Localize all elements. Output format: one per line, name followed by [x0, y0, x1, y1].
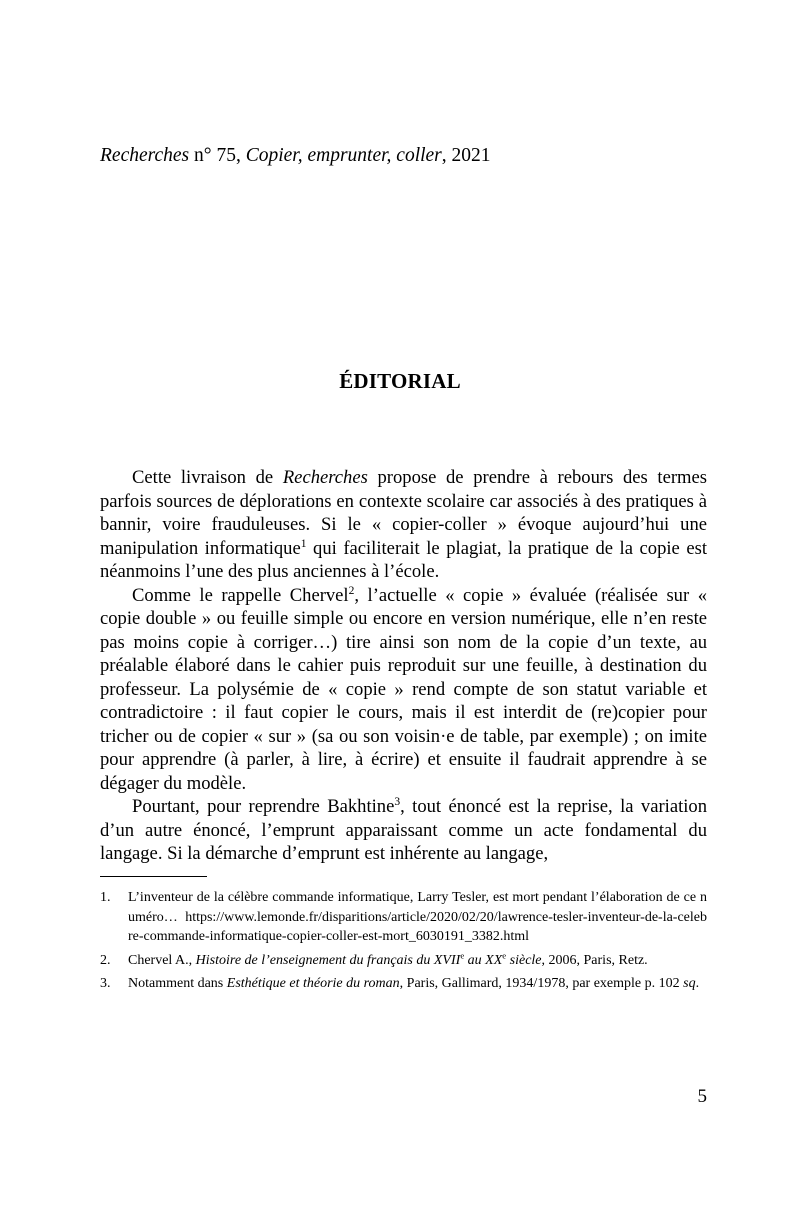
issue-label: n° 75, [189, 145, 246, 166]
footnote-2 [100, 951, 707, 971]
journal-name: Recherches [100, 145, 190, 166]
fn3-pre: Notamment dans [128, 976, 227, 992]
fn2-title-c: siècle [506, 952, 542, 968]
paragraph-2 [100, 584, 707, 796]
issue-year: , 2021 [441, 145, 491, 166]
issue-title: Copier, emprunter, coller [245, 145, 442, 166]
footnote-1 [100, 888, 707, 947]
fn2-title-b: au XX [464, 952, 503, 968]
p3-text-a: Pourtant, pour reprendre Bakhtine [132, 796, 395, 817]
p1-text-a: Cette livraison de [132, 467, 283, 488]
footnote-ref-1: 1 [300, 537, 307, 550]
paragraph-3 [100, 795, 707, 866]
p1-text-c: qui faciliterait le plagiat, la pratique de la copie est néanmoins l’une des plus anciennes à l’école. [100, 537, 707, 582]
p3-text-b: , tout énoncé est la reprise, la variation d’un autre énoncé, l’emprunt apparaissant comme un acte fondamental du langage. Si la démarche d’emprunt est inhérente au langage, [100, 796, 707, 864]
footnote-number: 1. [100, 890, 111, 905]
footnote-ref-3: 3 [394, 795, 401, 808]
fn3-publication: , Paris, Gallimard, 1934/1978, par exemple p. 102 [399, 976, 684, 992]
p2-text-a: Comme le rappelle Chervel [132, 584, 349, 606]
fn2-publication: , 2006, Paris, Retz. [541, 952, 648, 968]
footnote-3 [100, 974, 707, 994]
running-header [100, 144, 491, 168]
footnote-number: 3. [100, 976, 111, 992]
editorial-body [100, 466, 707, 866]
fn2-author: Chervel A., [128, 952, 196, 968]
footnote-text [128, 951, 707, 971]
p2-text-b: , l’actuelle « copie » évaluée (réalisée sur « copie double » ou feuille simple ou encore en version numérique, elle n’en reste pas moins copie à corriger…) tire ainsi son nom de la copie d’un texte, au préalable élaboré dans le cahier puis reproduit sur une feuille, à destination du professeur. La polysémie de « copie » rend compte de son statut variable et contradictoire : il faut copier le cours, mais il est interdit de (re)copier pour tricher ou de copier « sur » (sa ou son voisin·e de table, par exemple) ; on imite pour apprendre (à parler, à lire, à écrire) et ensuite il faudrait apprendre à se dégager du modèle. [100, 584, 707, 794]
fn2-title-a: Histoire de l’enseignement du français du XVII [195, 952, 461, 968]
footnote-separator [100, 876, 207, 877]
fn3-sq: sq [683, 976, 696, 992]
footnotes [100, 888, 707, 998]
p1-journal-name: Recherches [282, 467, 368, 488]
fn2-sup-a: e [460, 950, 465, 961]
p1-text-b: propose de prendre à rebours des termes parfois sources de déplorations en contexte scolaire car associés à des pratiques à bannir, voire frauduleuses. Si le « copier-coller » évoque aujourd’hui une manipulation informatique [100, 467, 707, 559]
fn2-sup-b: e [502, 950, 507, 961]
footnote-number: 2. [100, 952, 111, 968]
page-title: ÉDITORIAL [339, 369, 461, 393]
footnote-ref-2: 2 [348, 584, 355, 597]
page-number: 5 [697, 1086, 707, 1107]
footnote-text [128, 974, 707, 994]
footnote-text: L’inventeur de la célèbre commande informatique, Larry Tesler, est mort pendant l’élaboration de ce numéro… https://www.lemonde.fr/disparitions/article/2020/02/20/lawrence-tesler-inventeur-de-la-celebre-commande-informatique-copier-coller-est-mort_6030191_3382.html [128, 890, 707, 945]
fn3-title: Esthétique et théorie du roman [226, 976, 400, 992]
paragraph-1 [100, 466, 707, 584]
fn3-end: . [695, 976, 700, 992]
